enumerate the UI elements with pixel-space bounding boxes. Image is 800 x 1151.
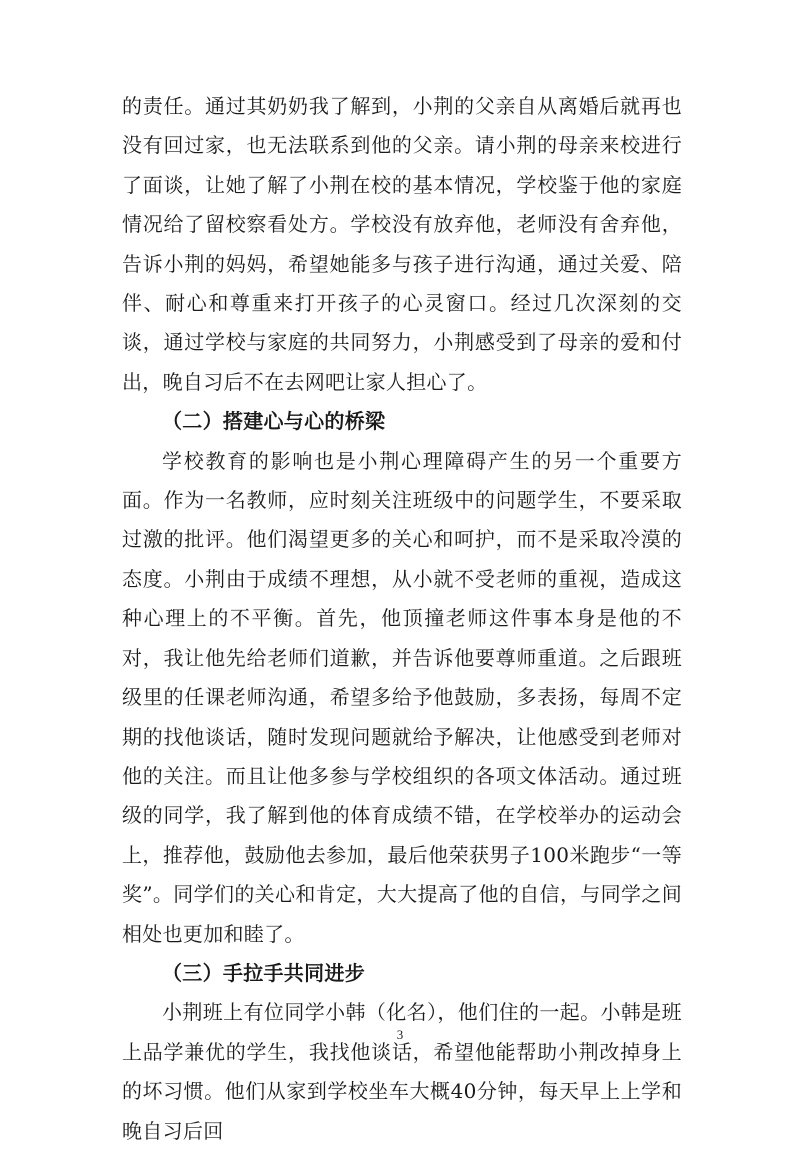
paragraph-family-talk: 的责任。通过其奶奶我了解到，小荆的父亲自从离婚后就再也没有回过家，也无法联系到他的父亲。请小荆的母亲来校进行了面谈，让她了解了小荆在校的基本情况，学校鉴于他的家庭情况给了留校察看处方。学校没有放弃他，老师没有舍弃他，告诉小荆的妈妈，希望她能多与孩子进行沟通，通过关爱、陪伴、耐心和尊重来打开孩子的心灵窗口。经过几次深刻的交谈，通过学校与家庭的共同努力，小荆感受到了母亲的爱和付出，晚自习后不在去网吧让家人担心了。 (122, 94, 682, 394)
page-number: 3 (396, 1027, 404, 1042)
paragraph-school-education: 学校教育的影响也是小荆心理障碍产生的另一个重要方面。作为一名教师，应时刻关注班级中的问题学生，不要采取过激的批评。他们渴望更多的关心和呵护，而不是采取冷漠的态度。小荆由于成绩不理想，从小就不受老师的重视，造成这种心理上的不平衡。首先，他顶撞老师这件事本身是他的不对，我让他先给老师们道歉，并告诉他要尊师重道。之后跟班级里的任课老师沟通，希望多给予他鼓励，多表扬，每周不定期的找他谈话，随时发现问题就给予解决，让他感受到老师对他的关注。而且让他多参与学校组织的各项文体活动。通过班级的同学，我了解到他的体育成绩不错，在学校举办的运动会上，推荐他，鼓励他去参加，最后他荣获男子100米跑步“一等奖”。同学们的关心和肯定，大大提高了他的自信，与同学之间相处也更加和睦了。 (122, 448, 682, 946)
paragraph-classmate-help: 小荆班上有位同学小韩（化名），他们住的一起。小韩是班上品学兼优的学生，我找他谈话，希望他能帮助小荆改掉身上的坏习惯。他们从家到学校坐车大概40分钟，每天早上上学和晚自习后回 (122, 1000, 682, 1143)
document-page (122, 87, 682, 1151)
section-heading-hand-in-hand: （三）手拉手共同进步 (162, 960, 365, 985)
section-heading-bridge: （二）搭建心与心的桥梁 (162, 409, 386, 434)
